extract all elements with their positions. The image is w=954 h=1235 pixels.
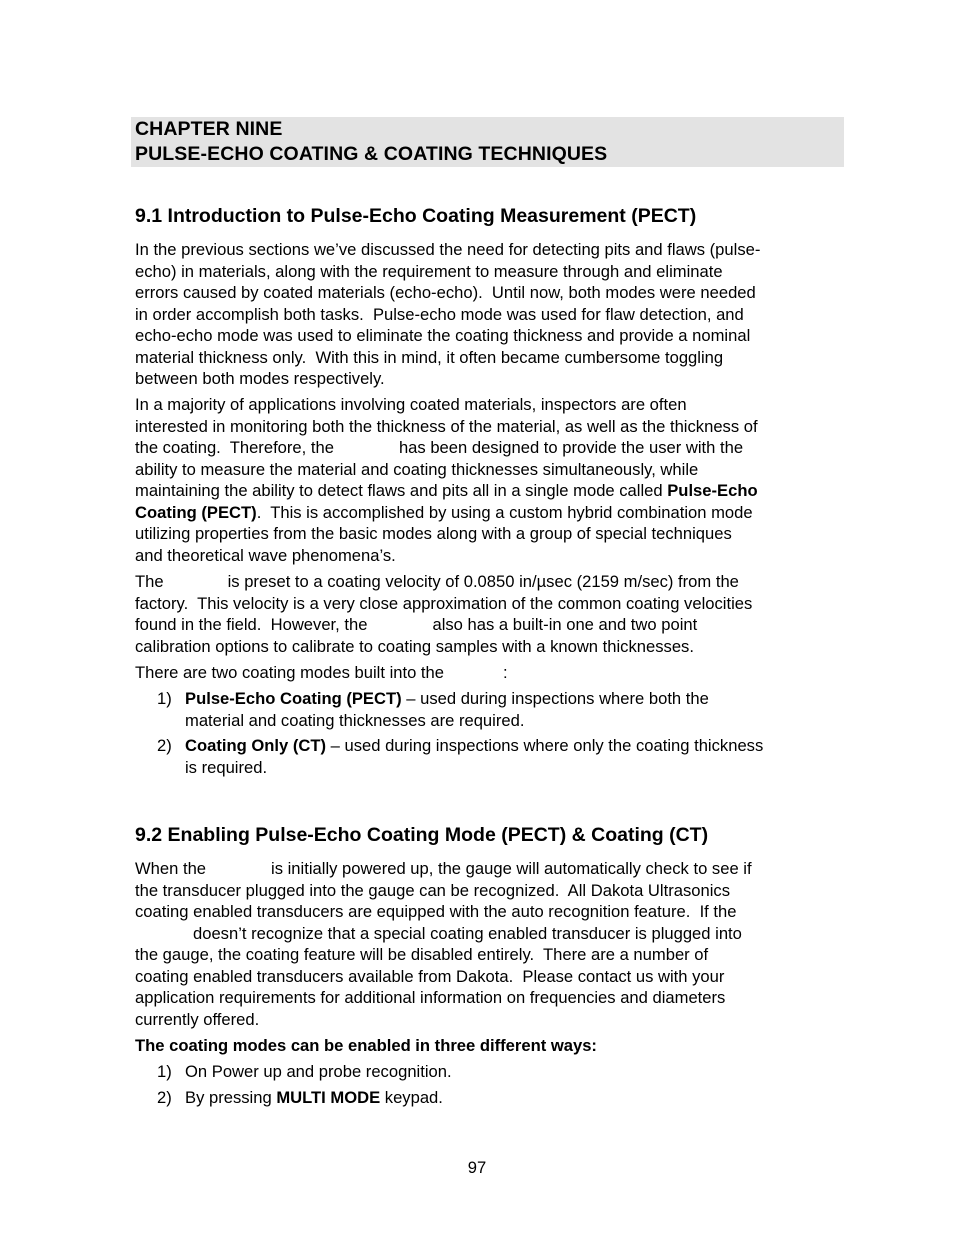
section-2-paragraph-1 [135,858,847,1030]
text-line: echo-echo mode was used to eliminate the coating thickness and provide a nominal [135,326,751,345]
text-line: calibration options to calibrate to coating samples with a known thicknesses. [135,636,694,656]
text-line [135,858,847,880]
bold-term: Pulse-Echo [667,481,758,500]
text-line [135,502,847,524]
section-2-bold-line [135,1035,847,1057]
section-heading-9-2: 9.2 Enabling Pulse-Echo Coating Mode (PECT) & Coating (CT) [135,824,709,846]
text-line [135,614,847,636]
section-heading-9-1: 9.1 Introduction to Pulse-Echo Coating Measurement (PECT) [135,205,697,227]
text-line [185,688,847,710]
text-line: application requirements for additional information on frequencies and diameters [135,988,726,1007]
text-segment: : [503,663,508,682]
text-line [135,662,847,684]
text-line: interested in monitoring both the thickness of the material, as well as the thickness of [135,416,758,436]
chapter-label: CHAPTER NINE [135,118,283,140]
list-number: 1) [157,1062,172,1081]
text-line: In a majority of applications involving coated materials, inspectors are often [135,395,687,414]
text-line: material thickness only. With this in mind, it often became cumbersome toggling [135,347,724,367]
text-line: currently offered. [135,1009,260,1029]
section-1-paragraph-3 [135,571,847,657]
list-number: 1) [157,689,172,708]
text-line: errors caused by coated materials (echo-echo). Until now, both modes were needed [135,283,756,302]
text-line [185,735,847,757]
text-line: utilizing properties from the basic modes along with a group of special techniques [135,524,732,543]
text-line [185,1087,847,1109]
list-number: 2) [157,1088,172,1107]
text-line: between both modes respectively. [135,369,385,388]
text-segment: is initially powered up, the gauge will automatically check to see if [271,859,752,878]
text-segment: The [135,572,164,591]
chapter-title: PULSE-ECHO COATING & COATING TECHNIQUES [135,143,608,165]
text-segment: is preset to a coating velocity of 0.0850 in/µsec (2159 m/sec) from the [227,572,739,591]
bold-term: Coating (PECT) [135,502,257,522]
text-line: In the previous sections we’ve discussed the need for detecting pits and flaws (pulse- [135,240,761,259]
text-segment: . This is accomplished by using a custom hybrid combination mode [256,502,753,522]
text-segment: found in the field. However, the [135,615,368,634]
text-segment: the coating. Therefore, the [135,438,334,457]
text-line: factory. This velocity is a very close approximation of the common coating velocities [135,593,753,613]
text-line: The coating modes can be enabled in three different ways: [135,1036,597,1055]
text-line [135,480,847,502]
text-segment: By pressing [185,1088,277,1107]
bold-term: MULTI MODE [276,1088,381,1107]
text-segment: There are two coating modes built into the [135,663,445,682]
page-number: 97 [467,1158,487,1177]
text-line: in order accomplish both tasks. Pulse-echo mode was used for flaw detection, and [135,304,744,324]
text-line: material and coating thicknesses are required. [185,710,525,730]
text-line: doesn’t recognize that a special coating enabled transducer is plugged into [193,923,742,943]
text-segment: – used during inspections where only the coating thickness [326,736,764,755]
text-line: the gauge, the coating feature will be disabled entirely. There are a number of [135,945,709,964]
section-1-paragraph-1 [135,239,847,390]
bold-term: Coating Only (CT) [185,736,327,755]
text-segment: keypad. [380,1088,443,1107]
section-1-paragraph-4 [135,662,847,684]
text-segment: maintaining the ability to detect flaws and pits all in a single mode called [135,481,668,500]
text-line: ability to measure the material and coating thicknesses simultaneously, while [135,459,699,479]
bold-term: Pulse-Echo Coating (PECT) [185,689,402,708]
text-segment: also has a built-in one and two point [432,615,698,634]
text-segment: – used during inspections where both the [401,689,709,708]
text-line: On Power up and probe recognition. [185,1062,452,1081]
text-segment: has been designed to provide the user with the [398,438,744,457]
text-line: is required. [185,757,268,777]
section-1-paragraph-2 [135,394,847,566]
list-number: 2) [157,736,172,755]
text-line: the transducer plugged into the gauge can be recognized. All Dakota Ultrasonics [135,880,730,900]
text-line: and theoretical wave phenomena’s. [135,545,396,565]
text-line: coating enabled transducers are equipped with the auto recognition feature. If the [135,902,737,921]
text-segment: When the [135,859,207,878]
text-line: coating enabled transducers available from Dakota. Please contact us with your [135,966,725,986]
text-line [135,571,847,593]
text-line: echo) in materials, along with the requirement to measure through and eliminate [135,261,723,281]
text-line [135,437,847,459]
